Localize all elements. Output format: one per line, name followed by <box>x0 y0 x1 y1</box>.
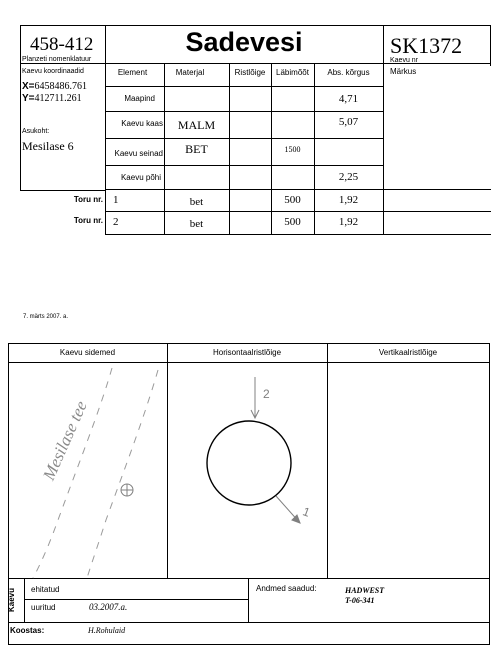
row-material: MALM <box>177 118 216 132</box>
coord-x-label: X= <box>22 81 35 92</box>
frame-line <box>24 599 248 600</box>
col-header-height: Abs. kõrgus <box>327 68 370 77</box>
row-height: 4,71 <box>338 93 359 105</box>
well-number: SK1372 <box>390 33 463 58</box>
row-element: Maapind <box>124 94 155 103</box>
compiled-label: Koostas: <box>10 626 45 635</box>
col-header-section: Ristlõige <box>234 68 266 77</box>
coord-x-value: 6458486.761 <box>34 81 88 92</box>
pipe-diameter: 500 <box>284 194 301 206</box>
pipe-material: bet <box>189 196 204 208</box>
pipe-label: Toru nr. <box>73 195 103 204</box>
row-element: Kaevu seinad <box>114 149 163 158</box>
well-side-label: Kaevu <box>7 588 16 613</box>
coord-y-label: Y= <box>22 93 35 104</box>
well-section-circle <box>207 421 291 505</box>
location-label: Asukoht: <box>22 128 50 135</box>
location-value: Mesilase 6 <box>22 139 74 153</box>
page-title: Sadevesi <box>185 27 303 57</box>
coord-y-value: 412711.261 <box>34 93 82 104</box>
pipe-height: 1,92 <box>338 216 359 228</box>
row-element: Kaevu põhi <box>120 173 161 182</box>
pipe-label: Toru nr. <box>73 216 103 225</box>
pipe-height: 1,92 <box>338 194 359 206</box>
pipe-diameter: 500 <box>284 216 301 228</box>
pipe-number: 2 <box>113 216 119 228</box>
col-header-material: Materjal <box>175 68 205 77</box>
coords-label: Kaevu koordinaadid <box>22 68 84 75</box>
row-element: Kaevu kaas <box>121 119 163 128</box>
data-source-value: HADWEST <box>345 586 385 595</box>
panel-title-horizontal: Horisontaalristlõige <box>212 348 282 357</box>
pipe-number: 1 <box>113 194 119 206</box>
pipe-1-label: 1 <box>300 504 312 520</box>
panel-title-connections: Kaevu sidemed <box>59 348 116 357</box>
data-source-code: T-06-341 <box>345 596 375 605</box>
frame-line <box>8 644 490 645</box>
well-number-label: Kaevu nr <box>390 57 419 64</box>
pipe-2-label: 2 <box>263 387 270 401</box>
col-header-element: Element <box>117 68 148 77</box>
pipe-material: bet <box>189 218 204 230</box>
date-text: 7. märts 2007. a. <box>23 314 69 320</box>
frame-line <box>248 578 249 622</box>
row-height: 5,07 <box>338 116 359 128</box>
pipe-1-arrowhead <box>292 515 300 523</box>
street-edge-dashed <box>87 370 158 578</box>
compiled-value: H.Rohulaid <box>88 626 126 635</box>
frame-line <box>24 578 25 622</box>
built-label: ehitatud <box>31 585 60 594</box>
measured-value: 03.2007.a. <box>89 602 128 612</box>
col-header-remark: Märkus <box>390 67 417 76</box>
sheet-number: 458-412 <box>30 34 94 55</box>
col-header-diameter: Läbimõõt <box>276 68 309 77</box>
panel-title-vertical: Vertikaalristlõige <box>378 348 438 357</box>
row-diameter: 1500 <box>284 145 301 154</box>
sheet-number-label: Planzeti nomenklatuur <box>22 56 92 63</box>
frame-line <box>8 622 490 623</box>
data-source-label: Andmed saadud: <box>256 584 317 593</box>
measured-label: uuritud <box>31 603 56 612</box>
row-height: 2,25 <box>338 171 359 183</box>
street-label: Mesilase tee <box>39 398 91 483</box>
row-material: BET <box>185 142 208 156</box>
